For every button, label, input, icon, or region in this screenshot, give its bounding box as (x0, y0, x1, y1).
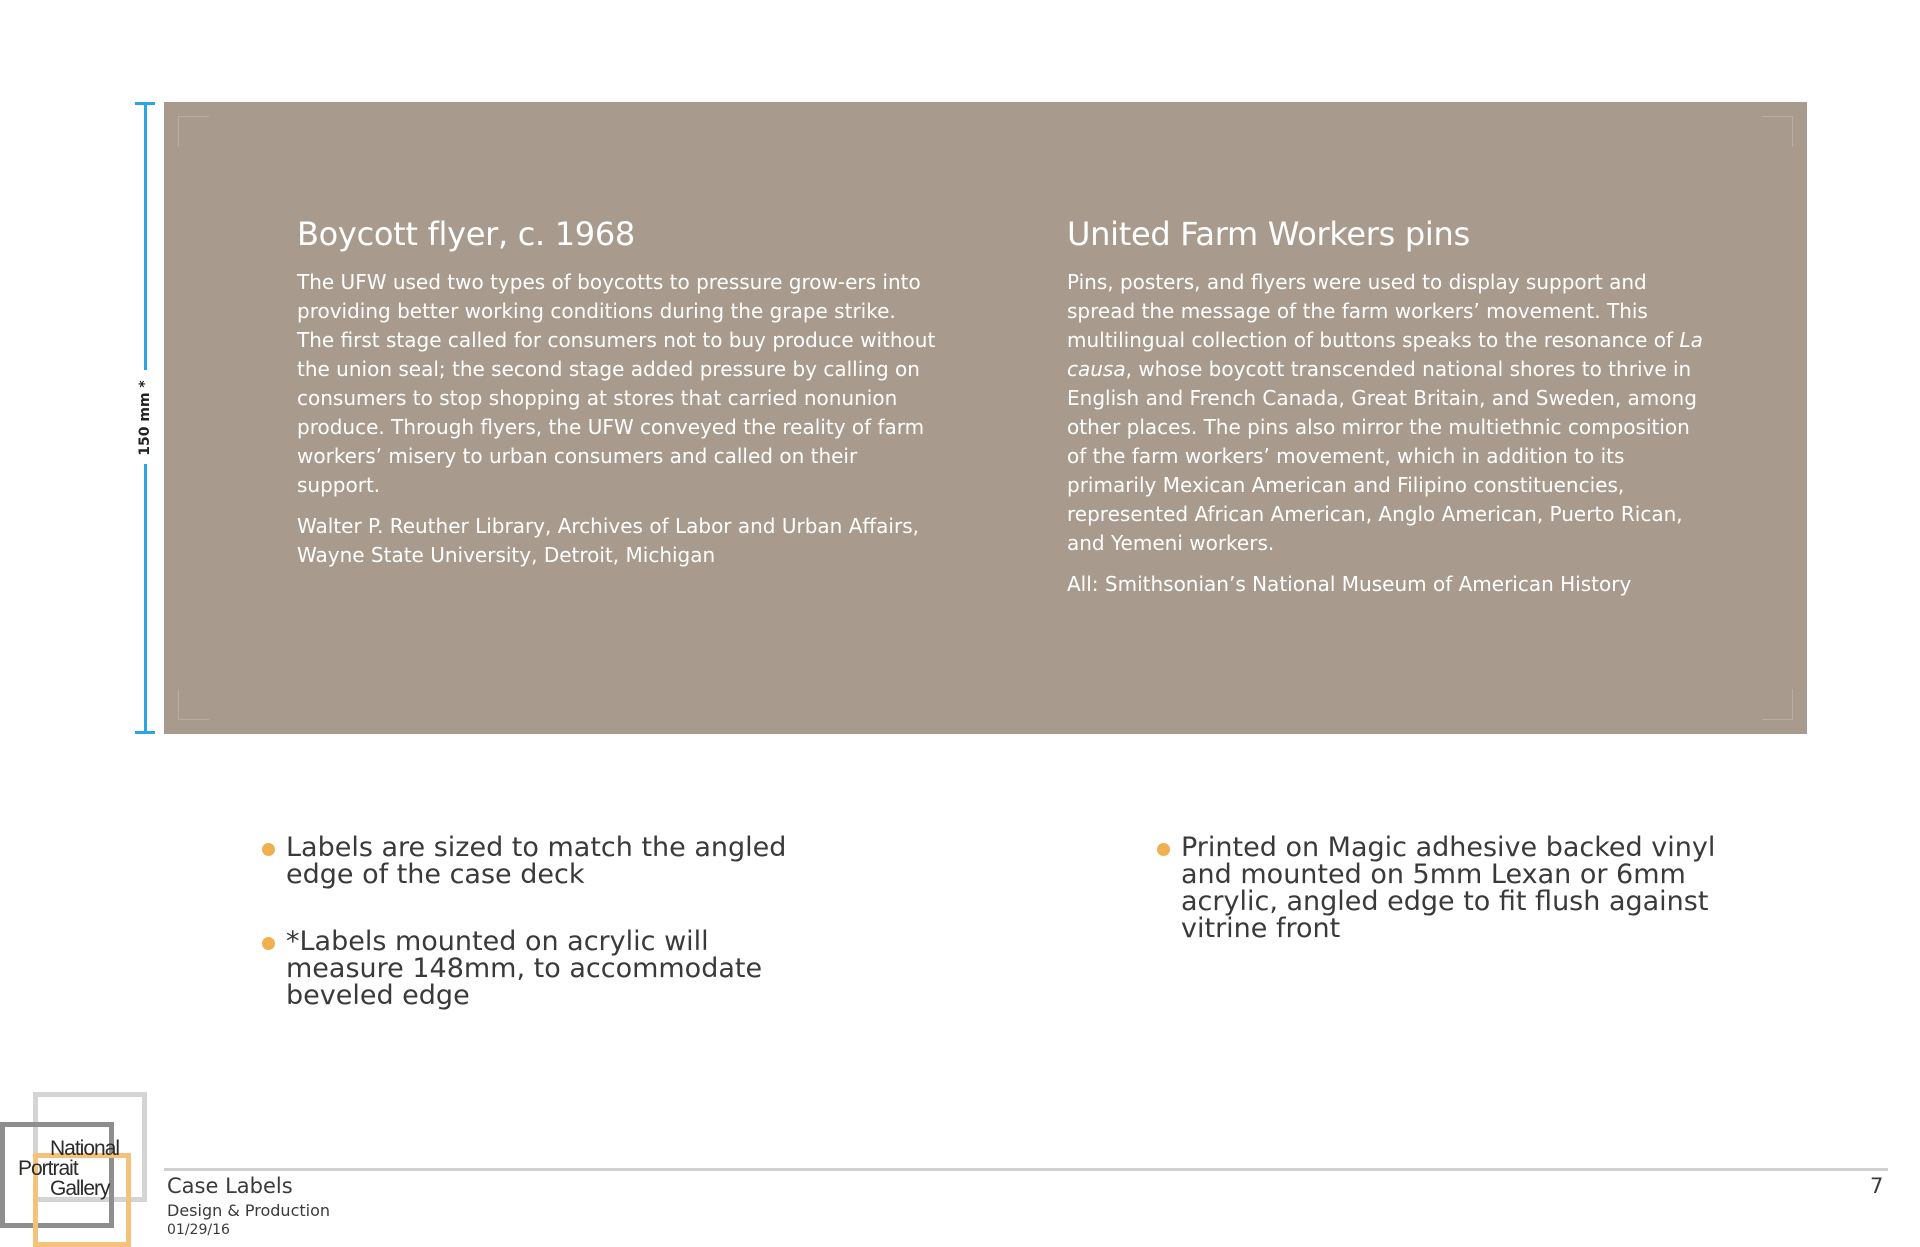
bullet-icon (1157, 843, 1170, 856)
dimension-label: 150 mm * (137, 380, 153, 456)
bullet-icon (262, 843, 275, 856)
label-credit: Walter P. Reuther Library, Archives of Labor and Urban Affairs, Wayne State University, Detroit, Michigan (297, 514, 919, 567)
footer-date: 01/29/16 (167, 1222, 230, 1238)
logo-word-national: National (50, 1137, 120, 1160)
label-title: Boycott flyer, c. 1968 (297, 215, 635, 253)
label-credit: All: Smithsonian’s National Museum of American History (1067, 572, 1632, 596)
note-item (262, 834, 822, 888)
note-item (1157, 834, 1717, 942)
logo-word-gallery: Gallery (50, 1177, 110, 1200)
production-notes-right (1157, 834, 1717, 982)
crop-mark-top-left (178, 116, 209, 147)
crop-mark-top-right (1762, 116, 1793, 147)
case-label-panel (164, 102, 1807, 734)
note-text: *Labels mounted on acrylic will measure 148mm, to accommodate beveled edge (286, 926, 763, 1011)
logo-word-portrait: Portrait (18, 1157, 78, 1180)
label-body-part: Pins, posters, and flyers were used to display support and spread the message of the farm workers’ movement. This multilingual collection of buttons speaks to the resonance of (1067, 270, 1680, 352)
production-notes-left (262, 834, 822, 1049)
page-number: 7 (1870, 1174, 1884, 1198)
note-text: Printed on Magic adhesive backed vinyl and mounted on 5mm Lexan or 6mm acrylic, angled edge to fit flush against vitrine front (1181, 832, 1716, 944)
crop-mark-bottom-left (178, 689, 209, 720)
dimension-line-lower (144, 464, 147, 734)
bullet-icon (262, 937, 275, 950)
footer-title: Case Labels (167, 1174, 293, 1198)
note-item (262, 928, 822, 1009)
footer-divider (164, 1168, 1888, 1171)
note-text: Labels are sized to match the angled edge of the case deck (286, 832, 787, 890)
height-dimension-marker (133, 102, 157, 734)
label-body (1067, 268, 1707, 558)
dimension-line-upper (144, 102, 147, 370)
footer-subtitle: Design & Production (167, 1201, 331, 1220)
label-ufw-pins (1067, 214, 1707, 599)
label-body: The UFW used two types of boycotts to pressure grow-ers into providing better working conditions during the grape strike. The first stage called for consumers not to buy produce without the union seal; the second stage added pressure by calling on consumers to stop shopping at stores that carried nonunion produce. Through flyers, the UFW conveyed the reality of farm workers’ misery to urban consumers and called on their support. (297, 270, 936, 497)
label-boycott-flyer (297, 214, 937, 570)
label-title: United Farm Workers pins (1067, 215, 1470, 253)
crop-mark-bottom-right (1762, 689, 1793, 720)
national-portrait-gallery-logo (0, 1090, 145, 1242)
dimension-bottom-cap (135, 731, 155, 734)
label-body-italic: La causa (1067, 328, 1703, 381)
label-body-part: , whose boycott transcended national shores to thrive in English and French Canada, Great Britain, and Sweden, among other places. The pins also mirror the multiethnic composition of the farm workers’ movement, which in addition to its primarily Mexican American and Filipino constituencies, represented African American, Anglo American, Puerto Rican, and Yemeni workers. (1067, 357, 1697, 555)
